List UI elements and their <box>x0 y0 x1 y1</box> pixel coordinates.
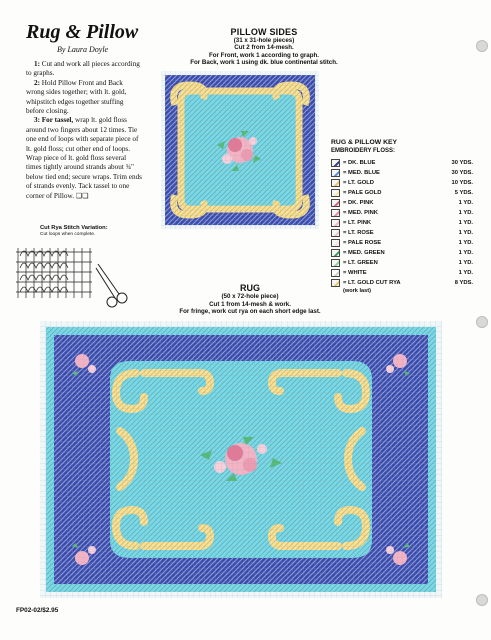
rya-title: Cut Rya Stitch Variation: <box>40 225 108 231</box>
pillow-graph <box>161 71 319 229</box>
key-row <box>331 208 473 218</box>
key-amount: 1 YD. <box>458 210 473 216</box>
key-amount: 8 YDS. <box>454 280 473 286</box>
key-label: = MED. BLUE <box>343 170 380 176</box>
rug-graph <box>40 321 442 598</box>
key-note: (work last) <box>343 288 371 294</box>
key-amount: 5 YDS. <box>454 190 473 196</box>
color-swatch <box>331 219 340 227</box>
key-amount: 1 YD. <box>458 200 473 206</box>
color-swatch <box>331 239 340 247</box>
instruction-step-1: 1: Cut and work all pieces according to graphs. <box>26 60 140 78</box>
page-title: Rug & Pillow <box>26 21 139 43</box>
color-swatch <box>331 229 340 237</box>
binder-hole-top <box>476 40 488 52</box>
key-label: = DK. PINK <box>343 200 374 206</box>
pillow-sides-heading: PILLOW SIDES (31 x 31-hole pieces) Cut 2 from 14-mesh. For Front, work 1 according to graph. For Back, work 1 using dk. blue continental stitch. <box>190 27 338 67</box>
key-amount: 1 YD. <box>458 270 473 276</box>
key-amount: 1 YD. <box>458 240 473 246</box>
binder-hole-bottom <box>476 594 488 606</box>
key-row <box>331 268 473 278</box>
key-label: = LT. GOLD CUT RYA <box>343 280 401 286</box>
key-amount: 1 YD. <box>458 260 473 266</box>
color-swatch <box>331 249 340 257</box>
key-label: = PALE GOLD <box>343 190 382 196</box>
key-label: = DK. BLUE <box>343 160 376 166</box>
color-swatch <box>331 179 340 187</box>
color-swatch <box>331 259 340 267</box>
rug-heading: RUG (50 x 72-hole piece) Cut 1 from 14-mesh & work. For fringe, work cut rya on each short edge last. <box>179 283 321 316</box>
key-amount: 1 YD. <box>458 220 473 226</box>
key-row <box>331 218 473 228</box>
color-swatch <box>331 209 340 217</box>
color-swatch <box>331 189 340 197</box>
key-row <box>331 228 473 238</box>
key-label: = PALE ROSE <box>343 240 382 246</box>
instruction-step-3: 3: For tassel, wrap lt. gold floss around two fingers about 12 times. Tie one end of loops with separate piece of lt. gold floss; cut other end of loops. Wrap piece of lt. gold floss several times tightly around strands about ¾" below tied end; secure wraps. Trim ends of strands evenly. Tack tassel to one corner of Pillow. ❑❑ <box>26 116 142 200</box>
instructions <box>26 60 142 201</box>
key-row <box>331 258 473 268</box>
color-swatch <box>331 199 340 207</box>
key-label: = LT. GOLD <box>343 180 374 186</box>
binder-hole-middle <box>476 316 488 328</box>
key-amount: 30 YDS. <box>451 170 473 176</box>
key-row <box>331 158 473 168</box>
key-label: = LT. PINK <box>343 220 372 226</box>
rya-subtitle: Cut loops when complete. <box>40 232 96 237</box>
key-row <box>331 238 473 248</box>
rya-stitch-diagram <box>12 238 132 308</box>
page-footer: FP02-02/$2.95 <box>16 607 59 614</box>
color-swatch <box>331 269 340 277</box>
key-amount: 10 YDS. <box>451 180 473 186</box>
key-amount: 1 YD. <box>458 250 473 256</box>
color-key: RUG & PILLOW KEY EMBROIDERY FLOSS: = DK. BLUE 30 YDS. = MED. BLUE 30 YDS. = LT. GOLD 10 YDS. = PALE GOLD 5 YDS. = DK. PINK 1 YD. = MED. PINK 1 YD. = LT. PINK 1 YD. = LT. ROSE 1 YD. = PALE ROSE 1 YD. = MED. GREEN 1 YD. = LT. GREEN 1 YD. = WHITE 1 YD. = LT. GOLD CUT RYA 8 YDS. (work last) <box>331 139 473 294</box>
color-swatch <box>331 169 340 177</box>
key-row <box>331 198 473 208</box>
key-label: = MED. GREEN <box>343 250 385 256</box>
key-row <box>331 248 473 258</box>
key-row <box>331 178 473 188</box>
key-label: = WHITE <box>343 270 367 276</box>
key-row <box>331 188 473 198</box>
key-label: = LT. GREEN <box>343 260 378 266</box>
key-amount: 1 YD. <box>458 230 473 236</box>
key-row <box>331 168 473 178</box>
byline: By Laura Doyle <box>57 45 109 54</box>
color-swatch <box>331 159 340 167</box>
key-label: = LT. ROSE <box>343 230 374 236</box>
key-amount: 30 YDS. <box>451 160 473 166</box>
instruction-step-2: 2: Hold Pillow Front and Back wrong sides together; with lt. gold, whipstitch edges together stuffing before closing. <box>26 78 127 116</box>
key-label: = MED. PINK <box>343 210 378 216</box>
